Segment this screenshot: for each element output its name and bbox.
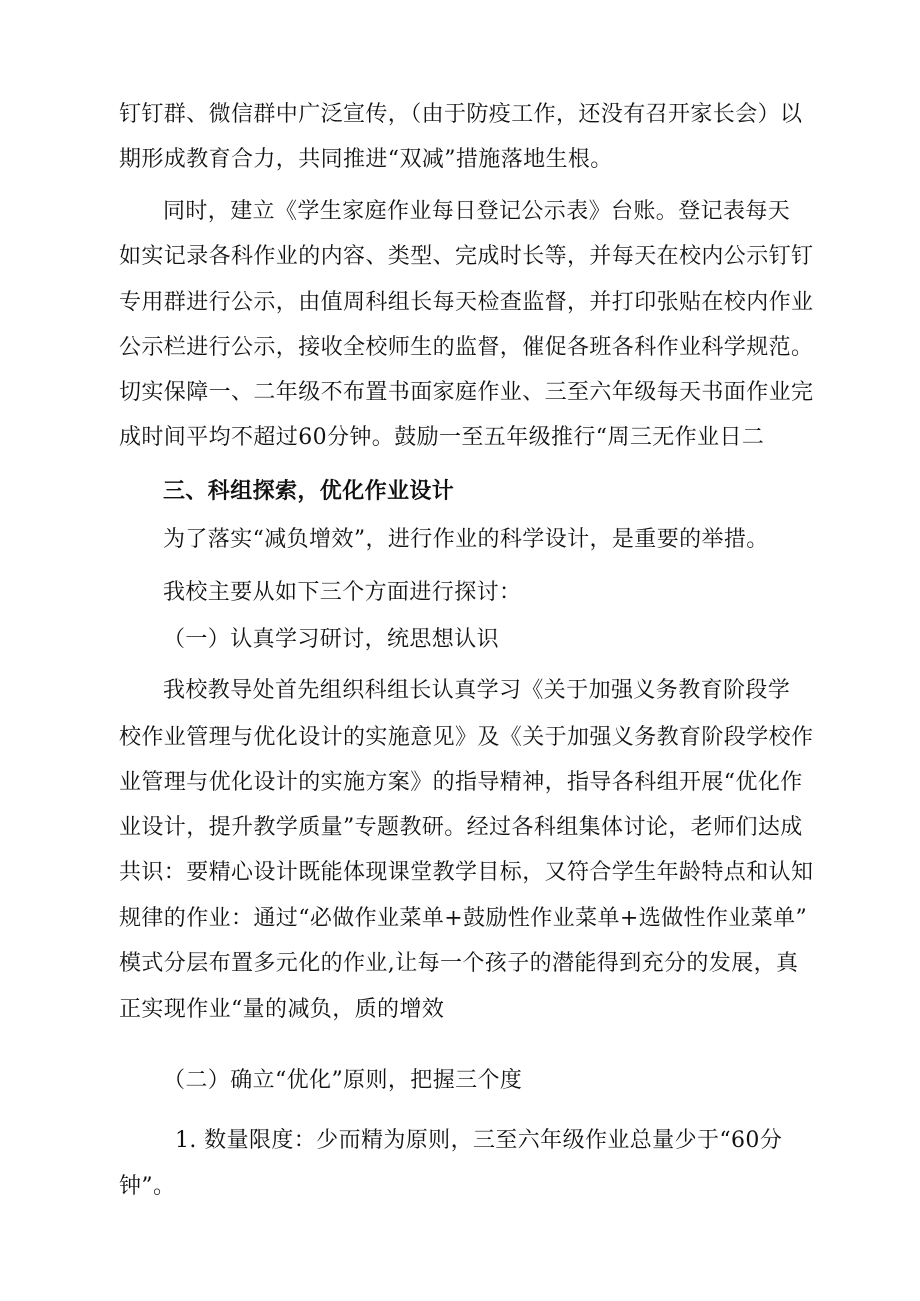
paragraph-line: 业设计，提升教学质量”专题教研。经过各科组集体讨论，老师们达成 <box>119 815 803 840</box>
paragraph-line: 同时，建立《学生家庭作业每日登记公示表》台账。登记表每天 <box>163 199 791 224</box>
paragraph-line: 钟”。 <box>119 1174 176 1199</box>
paragraph-line: 业管理与优化设计的实施方案》的指导精神，指导各科组开展“优化作 <box>119 770 803 795</box>
subsection-heading: （二）确立“优化”原则，把握三个度 <box>163 1068 523 1093</box>
paragraph-line: 我校主要从如下三个方面进行探讨： <box>163 580 522 605</box>
paragraph-line: 规律的作业：通过“必做作业菜单+鼓励性作业菜单+选做性作业菜单” <box>119 906 808 931</box>
paragraph-line: 成时间平均不超过60分钟。鼓励一至五年级推行“周三无作业日二 <box>119 425 765 450</box>
paragraph-line: 共识：要精心设计既能体现课堂教学目标，又符合学生年龄特点和认知 <box>119 860 814 885</box>
section-heading: 三、科组探索，优化作业设计 <box>163 479 455 504</box>
paragraph-line: 正实现作业“量的减负，质的增效 <box>119 997 445 1022</box>
paragraph-line: 为了落实“减负增效”，进行作业的科学设计，是重要的举措。 <box>163 527 769 552</box>
paragraph-line: 1. 数量限度：少而精为原则，三至六年级作业总量少于“60分 <box>175 1128 783 1153</box>
paragraph-line: 钉钉群、微信群中广泛宣传，（由于防疫工作，还没有召开家长会）以 <box>119 102 803 127</box>
subsection-heading: （一）认真学习研讨，统思想认识 <box>163 627 500 652</box>
paragraph-line: 模式分层布置多元化的作业,让每一个孩子的潜能得到充分的发展，真 <box>119 951 799 976</box>
paragraph-line: 我校教导处首先组织科组长认真学习《关于加强义务教育阶段学 <box>163 678 791 703</box>
paragraph-line: 公示栏进行公示，接收全校师生的监督，催促各班各科作业科学规范。 <box>119 335 814 360</box>
paragraph-line: 校作业管理与优化设计的实施意见》及《关于加强义务教育阶段学校作 <box>119 725 814 750</box>
paragraph-line: 专用群进行公示，由值周科组长每天检查监督，并打印张贴在校内作业 <box>119 290 814 315</box>
paragraph-line: 期形成教育合力，共同推进“双减”措施落地生根。 <box>119 147 613 172</box>
paragraph-line: 切实保障一、二年级不布置书面家庭作业、三至六年级每天书面作业完 <box>119 380 814 405</box>
paragraph-line: 如实记录各科作业的内容、类型、完成时长等，并每天在校内公示钉钉 <box>119 244 814 269</box>
